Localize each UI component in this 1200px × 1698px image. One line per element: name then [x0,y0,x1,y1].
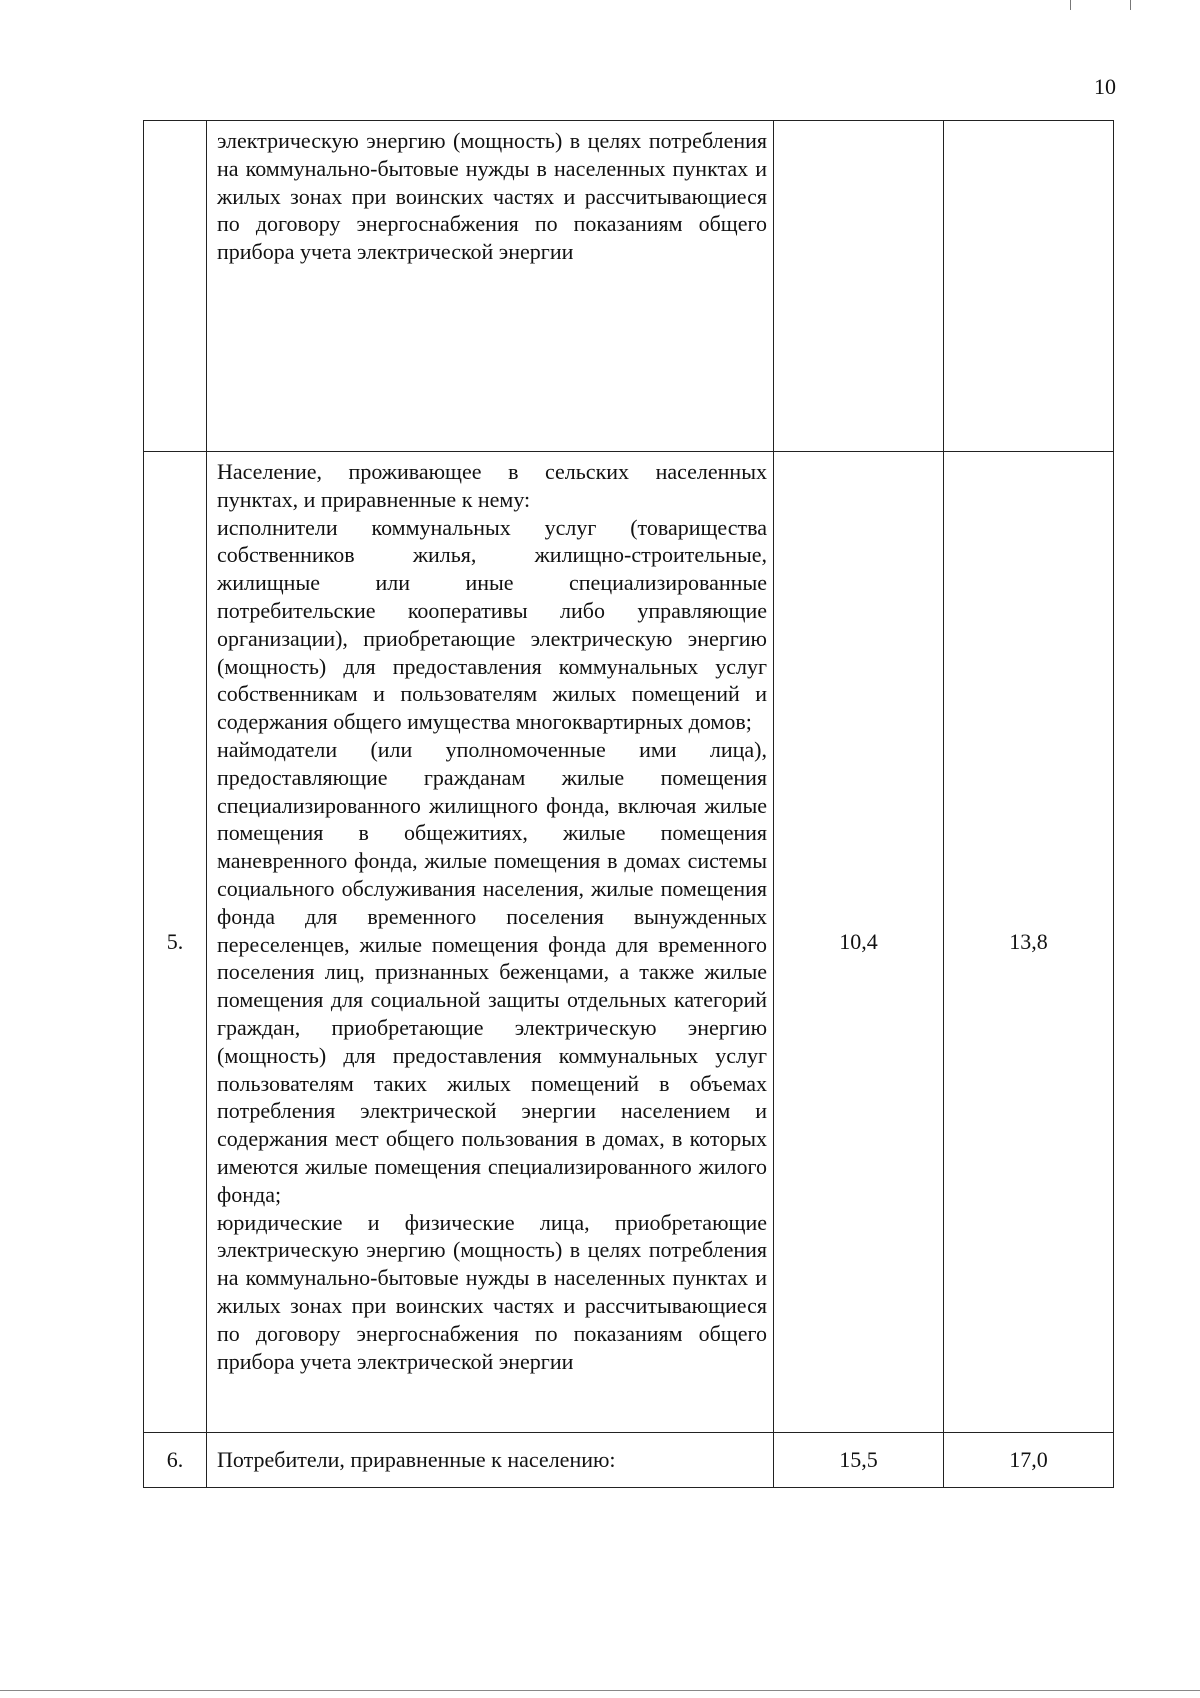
value-cell: 15,5 [774,1433,944,1488]
description-paragraph: юридические и физические лица, приобретающие электрическую энергию (мощность) в целях потребления на коммунально-бытовые нужды в населенных пунктах и жилых зонах при воинских частях и рассчитывающиеся по договору энергоснабжения по показаниям общего прибора учета электрической энергии [217,1209,767,1374]
value-cell [944,121,1114,452]
scan-edge-line [0,1690,1200,1691]
row-description [207,452,774,1433]
value-cell: 17,0 [944,1433,1114,1488]
description-paragraph: электрическую энергию (мощность) в целях потребления на коммунально-бытовые нужды в населенных пунктах и жилых зонах при воинских частях и рассчитывающиеся по договору энергоснабжения по показаниям общего прибора учета электрической энергии [217,128,767,265]
table-row [144,452,1114,1433]
page-number: 10 [1094,74,1116,99]
row-number: 6. [144,1433,207,1488]
description-paragraph: наймодатели (или уполномоченные ими лица), предоставляющие гражданам жилые помещения специализированного жилищного фонда, включая жилые помещения в общежитиях, жилые помещения маневренного фонда, жилые помещения в домах системы социального обслуживания населения, жилые помещения фонда для временного поселения вынужденных переселенцев, жилые помещения фонда для временного поселения лиц, признанных беженцами, а также жилые помещения для социальной защиты отдельных категорий граждан, приобретающие электрическую энергию (мощность) для предоставления коммунальных услуг пользователям таких жилых помещений в объемах потребления электрической энергии населением и содержания мест общего пользования в домах, в которых имеются жилые помещения специализированного жилого фонда; [217,736,767,1207]
row-description [207,1433,774,1488]
row-number: 5. [144,452,207,1433]
scan-mark [1070,0,1071,10]
table-row [144,1433,1114,1488]
value-cell: 10,4 [774,452,944,1433]
description-paragraph: Потребители, приравненные к населению: [217,1447,616,1473]
description-paragraph: Население, проживающее в сельских населенных пунктах, и приравненные к нему: [217,459,767,512]
tariff-table [143,120,1114,1488]
row-description [207,121,774,452]
table-row [144,121,1114,452]
value-cell [774,121,944,452]
scan-mark [1130,0,1131,10]
row-number [144,121,207,452]
value-cell: 13,8 [944,452,1114,1433]
description-paragraph: исполнители коммунальных услуг (товарищества собственников жилья, жилищно-строительные, жилищные или иные специализированные потребительские кооперативы либо управляющие организации), приобретающие электрическую энергию (мощность) для предоставления коммунальных услуг собственникам и пользователям жилых помещений и содержания общего имущества многоквартирных домов; [217,514,767,735]
